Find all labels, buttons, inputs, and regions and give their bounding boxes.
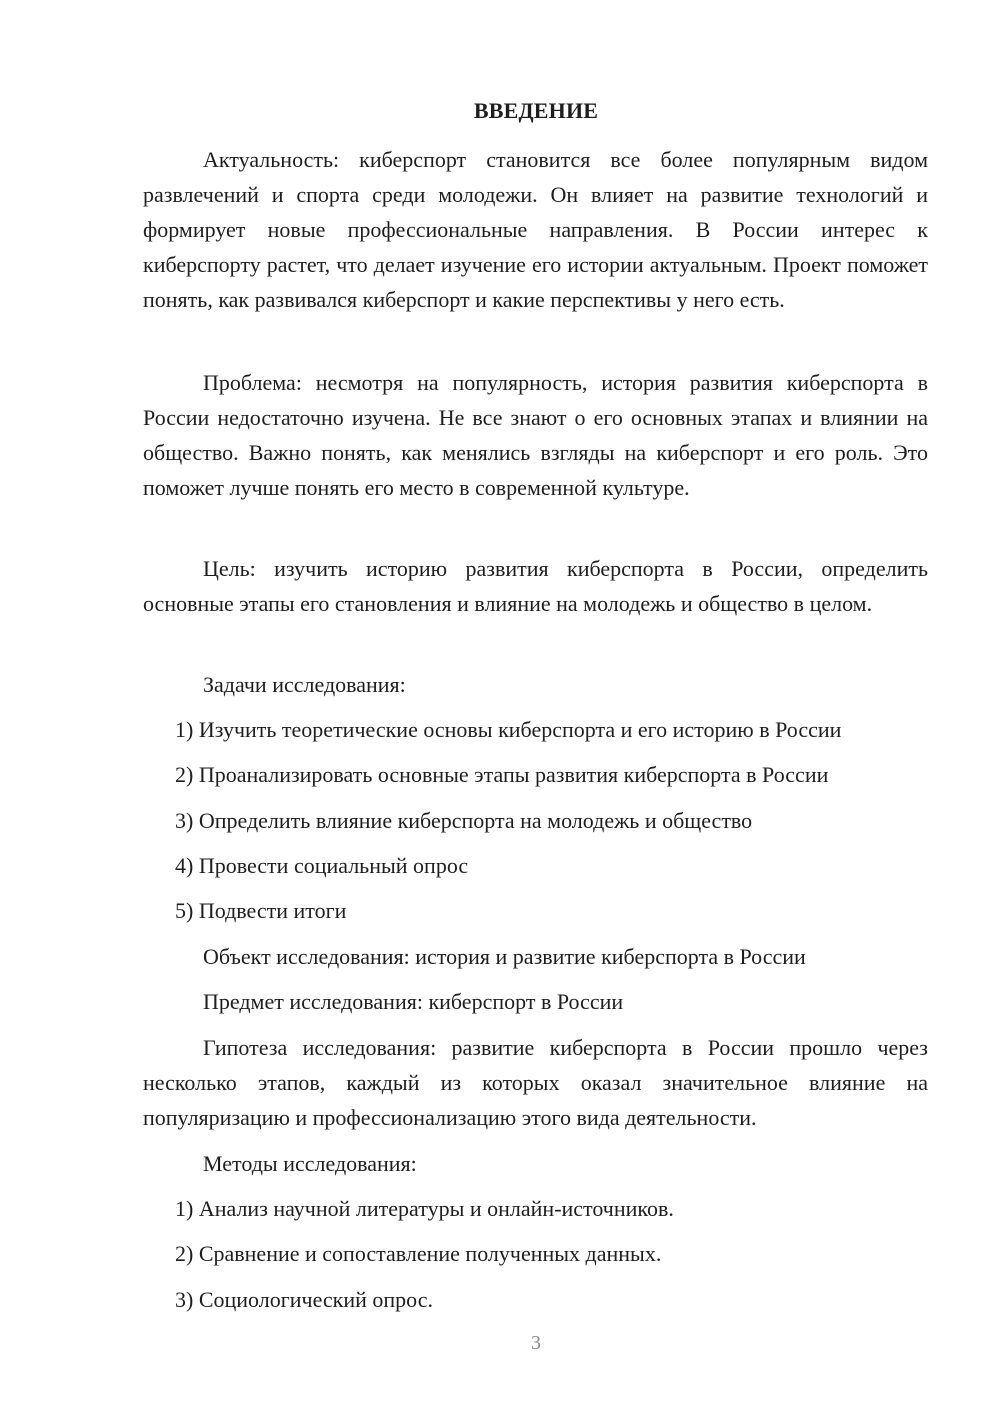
tasks-title: Задачи исследования: bbox=[203, 672, 406, 697]
task-item-5: 5) Подвести итоги bbox=[175, 898, 347, 923]
page-number: 3 bbox=[531, 1332, 541, 1354]
problem-paragraph: Проблема: несмотря на популярность, история развития киберспорта в России недостаточно изучена. Не все знают о его основных этапах и влиянии на общество. Важно понять, как менялись взгляды на киберспорт и его роль. Это поможет лучше понять его место в современной культуре. bbox=[143, 370, 928, 500]
research-subject: Предмет исследования: киберспорт в России bbox=[203, 989, 624, 1014]
section-heading: ВВЕДЕНИЕ bbox=[473, 98, 599, 123]
method-item-2: 2) Сравнение и сопоставление полученных данных. bbox=[175, 1241, 662, 1266]
task-item-1: 1) Изучить теоретические основы киберспорта и его историю в России bbox=[175, 717, 842, 742]
method-item-1: 1) Анализ научной литературы и онлайн-источников. bbox=[175, 1196, 674, 1221]
task-item-4: 4) Провести социальный опрос bbox=[175, 853, 469, 878]
research-object: Объект исследования: история и развитие киберспорта в России bbox=[203, 944, 806, 969]
goal-paragraph: Цель: изучить историю развития киберспорта в России, определить основные этапы его становления и влияние на молодежь и общество в целом. bbox=[143, 556, 928, 616]
task-item-2: 2) Проанализировать основные этапы развития киберспорта в России bbox=[175, 762, 829, 787]
relevance-paragraph: Актуальность: киберспорт становится все более популярным видом развлечений и спорта среди молодежи. Он влияет на развитие технологий и формирует новые профессиональные направления. В России интерес к киберспорту растет, что делает изучение его истории актуальным. Проект поможет понять, как развивался киберспорт и какие перспективы у него есть. bbox=[143, 147, 928, 312]
method-item-3: 3) Социологический опрос. bbox=[175, 1287, 433, 1312]
hypothesis-paragraph: Гипотеза исследования: развитие киберспорта в России прошло через несколько этапов, каждый из которых оказал значительное влияние на популяризацию и профессионализацию этого вида деятельности. bbox=[143, 1035, 928, 1130]
task-item-3: 3) Определить влияние киберспорта на молодежь и общество bbox=[175, 808, 753, 833]
methods-title: Методы исследования: bbox=[203, 1151, 417, 1176]
